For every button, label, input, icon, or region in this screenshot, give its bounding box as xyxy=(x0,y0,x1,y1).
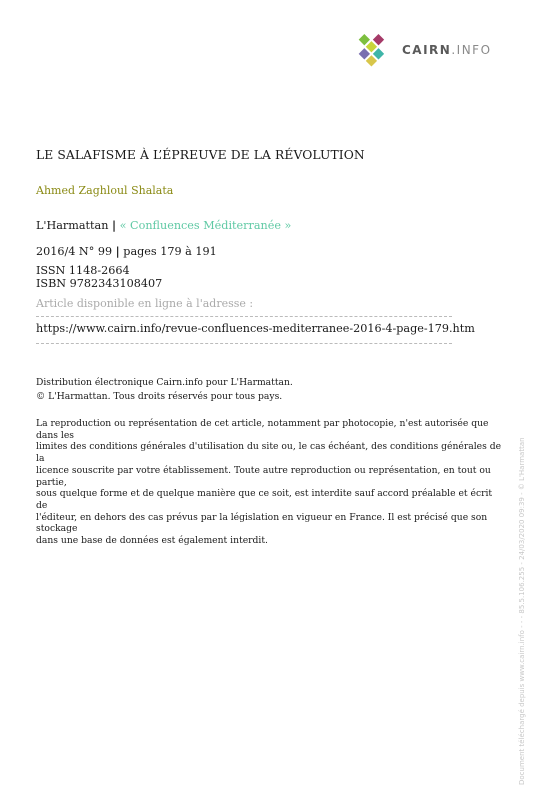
divider-bottom xyxy=(36,343,452,344)
article-url-link[interactable]: https://www.cairn.info/revue-confluences-mediterranee-2016-4-page-179.htm xyxy=(36,322,475,335)
divider-top xyxy=(36,316,452,317)
article-title: LE SALAFISME À L’ÉPREUVE DE LA RÉVOLUTION xyxy=(36,148,365,162)
collection-link[interactable]: « Confluences Méditerranée » xyxy=(119,219,292,232)
issue-separator: | xyxy=(115,244,120,258)
cairn-logo[interactable] xyxy=(340,33,510,69)
issue-number: 2016/4 N° 99 xyxy=(36,245,113,258)
publisher-name[interactable]: L'Harmattan xyxy=(36,219,109,232)
cairn-logo-icon xyxy=(340,33,400,69)
distribution-notice: Distribution électronique Cairn.info pour L'Harmattan. xyxy=(36,377,293,388)
issn: ISSN 1148-2664 xyxy=(36,264,130,277)
cairn-logo-text: CAIRN.INFO xyxy=(402,43,492,57)
issue-line xyxy=(36,244,217,258)
article-author[interactable]: Ahmed Zaghloul Shalata xyxy=(36,184,174,197)
publisher-line xyxy=(36,218,291,232)
publisher-separator: | xyxy=(112,218,117,232)
download-watermark: Document téléchargé depuis www.cairn.info - - - 85.5.106.255 - 24/03/2020 09:39 - © L'Harmattan xyxy=(518,437,526,785)
legal-notice: La reproduction ou représentation de cet article, notamment par photocopie, n'est autorisée que dans les limites des conditions générales d'utilisation du site ou, le cas échéant, des conditions générales de la licence souscrite par votre établissement. Toute autre reproduction ou représentation, en tout ou partie, sous quelque forme et de quelque manière que ce soit, est interdite sauf accord préalable et écrit de l'éditeur, en dehors des cas prévus par la législation en vigueur en France. Il est précisé que son stockage dans une base de données est également interdit. xyxy=(36,418,502,547)
isbn: ISBN 9782343108407 xyxy=(36,277,163,290)
page-range: pages 179 à 191 xyxy=(123,245,217,258)
available-online-label: Article disponible en ligne à l'adresse : xyxy=(36,297,254,310)
copyright-notice: © L'Harmattan. Tous droits réservés pour tous pays. xyxy=(36,391,283,402)
